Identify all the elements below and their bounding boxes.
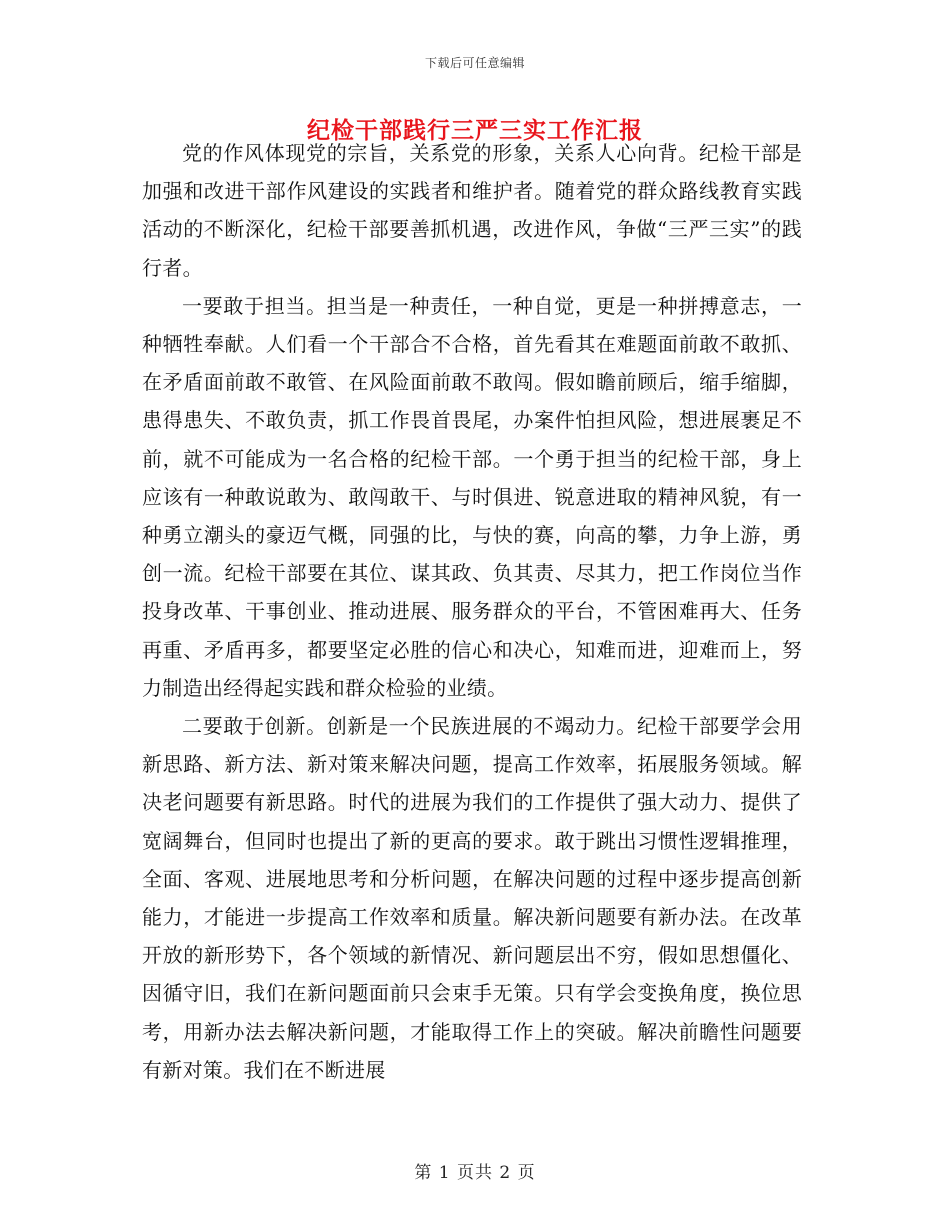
document-body bbox=[142, 134, 802, 1089]
document-title: 纪检干部践行三严三实工作汇报 bbox=[307, 117, 643, 144]
page-number: 第 1 页共 2 页 bbox=[414, 1163, 536, 1183]
paragraph-intro: 党的作风体现党的宗旨，关系党的形象，关系人心向背。纪检干部是加强和改进干部作风建设的实践者和维护者。随着党的群众路线教育实践活动的不断深化，纪检干部要善抓机遇，改进作风，争做“三严三实”的践行者。 bbox=[142, 141, 802, 280]
header-note: 下载后可任意编辑 bbox=[424, 56, 525, 70]
paragraph-point-one: 一要敢于担当。担当是一种责任，一种自觉，更是一种拼搏意志，一种牺牲奉献。人们看一个干部合不合格，首先看其在难题面前敢不敢抓、在矛盾面前敢不敢管、在风险面前敢不敢闯。假如瞻前顾后，缩手缩脚，患得患失、不敢负责，抓工作畏首畏尾，办案件怕担风险，想进展裹足不前，就不可能成为一名合格的纪检干部。一个勇于担当的纪检干部，身上应该有一种敢说敢为、敢闯敢干、与时俱进、锐意进取的精神风貌，有一种勇立潮头的豪迈气概，同强的比，与快的赛，向高的攀，力争上游，勇创一流。纪检干部要在其位、谋其政、负其责、尽其力，把工作岗位当作投身改革、干事创业、推动进展、服务群众的平台，不管困难再大、任务再重、矛盾再多，都要坚定必胜的信心和决心，知难而进，迎难而上，努力制造出经得起实践和群众检验的业绩。 bbox=[142, 293, 802, 700]
paragraph-point-two: 二要敢于创新。创新是一个民族进展的不竭动力。纪检干部要学会用新思路、新方法、新对策来解决问题，提高工作效率，拓展服务领域。解决老问题要有新思路。时代的进展为我们的工作提供了强大动力、提供了宽阔舞台，但同时也提出了新的更高的要求。敢于跳出习惯性逻辑推理，全面、客观、进展地思考和分析问题，在解决问题的过程中逐步提高创新能力，才能进一步提高工作效率和质量。解决新问题要有新办法。在改革开放的新形势下，各个领域的新情况、新问题层出不穷，假如思想僵化、因循守旧，我们在新问题面前只会束手无策。只有学会变换角度，换位思考，用新办法去解决新问题，才能取得工作上的突破。解决前瞻性问题要有新对策。我们在不断进展 bbox=[142, 714, 802, 1082]
